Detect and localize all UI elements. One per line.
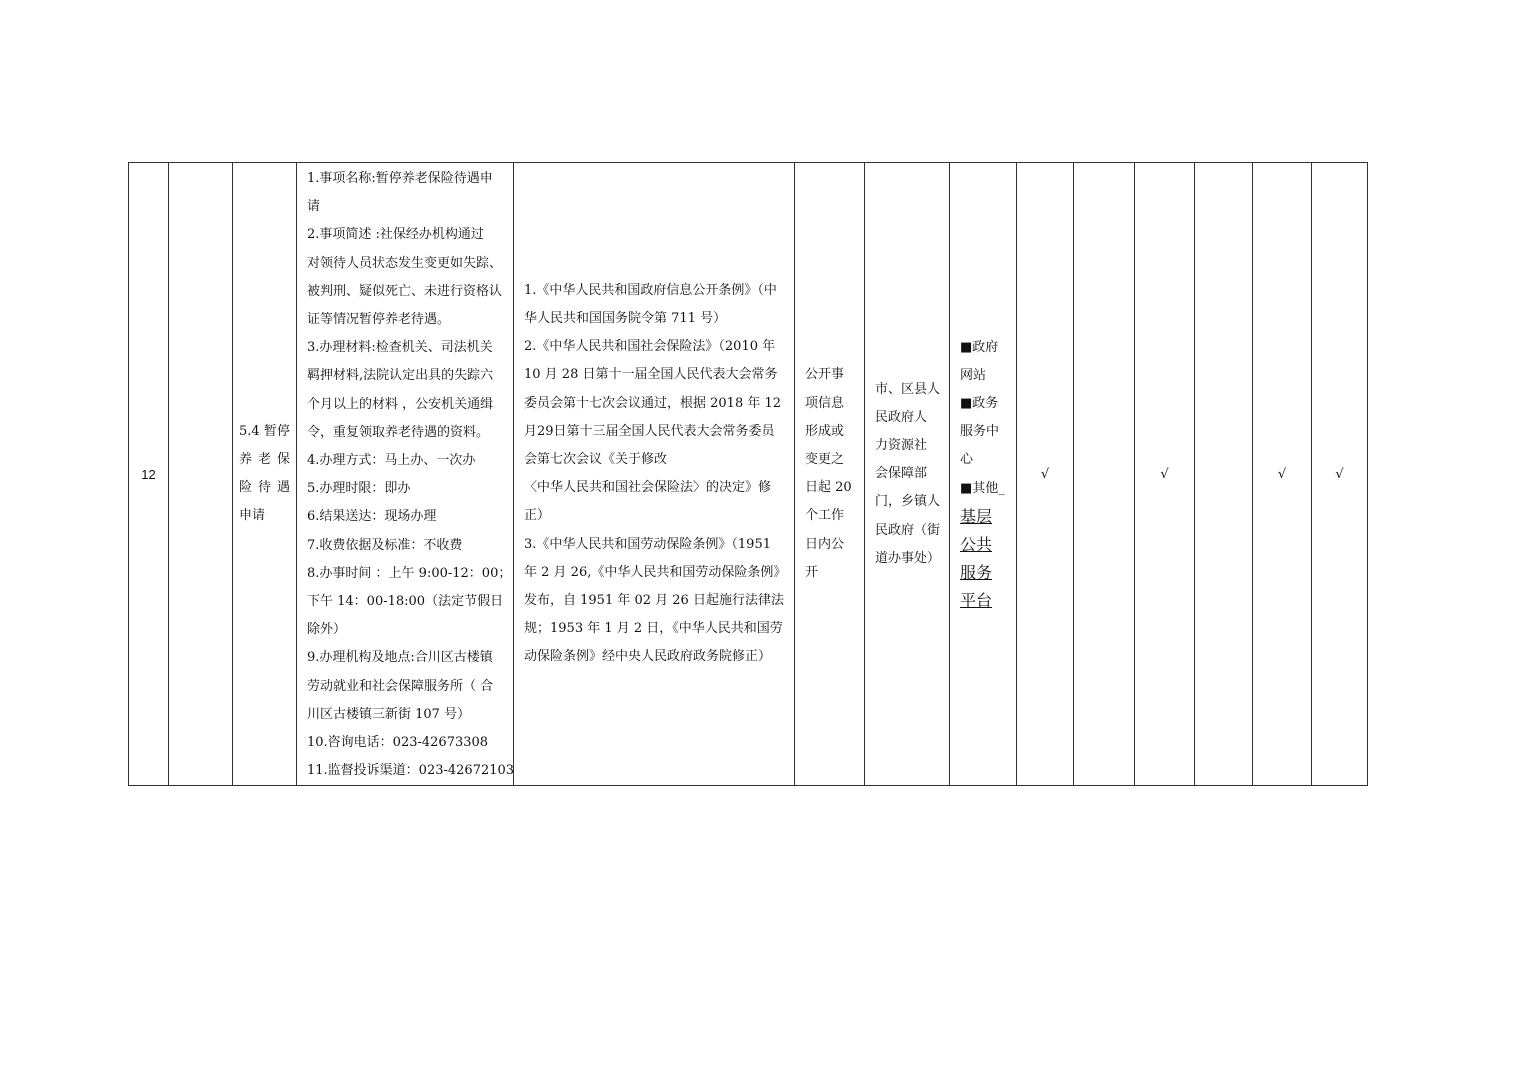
channel-line: ■政务 <box>960 396 999 412</box>
content-line: 3.办理材料:检查机关、司法机关 <box>307 340 493 356</box>
table-row <box>129 163 1368 786</box>
content-cell <box>297 163 514 786</box>
channel-other-line: 公共 <box>960 534 993 554</box>
basis-line: 10 月 28 日第十一届全国人民代表大会常务 <box>524 367 778 383</box>
content-line: 除外） <box>307 622 347 638</box>
subject-line: 力资源社 <box>875 437 928 453</box>
basis-line: 委员会第十七次会议通过，根据 2018 年 12 <box>524 395 782 411</box>
channel-other-line: 服务 <box>960 562 993 582</box>
subject-line: 民政府（街 <box>875 522 941 538</box>
content-line: 9.办理机构及地点:合川区古楼镇 <box>307 650 493 666</box>
basis-line: 会第七次会议《关于修改 <box>524 452 668 468</box>
row-number: 12 <box>129 163 169 786</box>
channel-line: ■政府 <box>960 339 999 355</box>
channel-other-line: 平台 <box>960 590 993 610</box>
content-line: 2.事项简述 :社保经办机构通过 <box>307 227 484 243</box>
content-line: 川区古楼镇三新街 107 号） <box>307 706 471 722</box>
channel-line: 心 <box>960 452 974 468</box>
content-line: 5.办理时限：即办 <box>307 481 411 497</box>
time-line: 日起 20 <box>805 480 852 496</box>
content-line: 令，重复领取养老待遇的资料。 <box>307 424 490 440</box>
time-line: 公开事 <box>805 367 845 383</box>
time-line: 形成或 <box>805 423 845 439</box>
time-line: 项信息 <box>805 395 845 411</box>
basis-line: 华人民共和国国务院令第 711 号） <box>524 311 727 327</box>
disclosure-subject-cell <box>865 163 950 786</box>
channel-other-line: 基层 <box>960 506 993 526</box>
content-line: 7.收费依据及标准：不收费 <box>307 537 463 553</box>
basis-line: 月29日第十三届全国人民代表大会常务委员 <box>524 423 775 439</box>
content-line: 4.办理方式：马上办、一次办 <box>307 453 476 469</box>
time-line: 个工作 <box>805 508 845 524</box>
channel-line: ■其他_ <box>960 480 1005 496</box>
check-mark: √ <box>1135 163 1195 786</box>
basis-line: 动保险条例》经中央人民政府政务院修正） <box>524 649 772 665</box>
subject-line: 民政府人 <box>875 409 928 425</box>
basis-line: 年 2 月 26,《中华人民共和国劳动保险条例》 <box>524 564 787 580</box>
content-line: 6.结果送达：现场办理 <box>307 509 437 525</box>
content-line: 11.监督投诉渠道：023-42672103 <box>307 763 515 779</box>
content-line: 对领待人员状态发生变更如失踪、 <box>307 255 503 271</box>
channel-line: 服务中 <box>960 424 1000 440</box>
time-line: 开 <box>805 564 819 580</box>
content-line: 8.办事时间 ：上午 9:00-12：00； <box>307 565 512 581</box>
content-line: 被判刑、疑似死亡、未进行资格认 <box>307 283 503 299</box>
content-line: 个月以上的材料 ，公安机关通缉 <box>307 396 494 412</box>
content-line: 请 <box>307 199 321 215</box>
category-cell <box>169 163 233 786</box>
subject-line: 道办事处） <box>875 550 941 566</box>
basis-line: 发布，自 1951 年 02 月 26 日起施行法律法 <box>524 593 784 609</box>
disclosure-channel-cell <box>950 163 1017 786</box>
subject-line: 门，乡镇人 <box>875 494 941 510</box>
basis-line: 1.《中华人民共和国政府信息公开条例》（中 <box>524 282 777 298</box>
basis-line: 规；1953 年 1 月 2 日，《中华人民共和国劳 <box>524 621 783 637</box>
content-line: 证等情况暂停养老待遇。 <box>307 312 451 328</box>
check-mark <box>1074 163 1135 786</box>
basis-line: 〈中华人民共和国社会保险法〉的决定》修 <box>524 480 772 496</box>
subject-line: 市、区县人 <box>875 381 941 397</box>
content-line: 10.咨询电话：023-42673308 <box>307 735 489 751</box>
legal-basis-cell <box>514 163 795 786</box>
content-line: 劳动就业和社会保障服务所（ 合 <box>307 678 494 694</box>
disclosure-table <box>128 162 1368 786</box>
check-mark: √ <box>1017 163 1074 786</box>
disclosure-time-cell <box>795 163 865 786</box>
content-line: 1.事项名称:暂停养老保险待遇申 <box>307 171 493 186</box>
content-line: 羁押材料,法院认定出具的失踪六 <box>307 368 494 384</box>
channel-line: 网站 <box>960 367 987 383</box>
basis-line: 2.《中华人民共和国社会保险法》（2010 年 <box>524 339 776 355</box>
check-mark: √ <box>1253 163 1312 786</box>
item-name-cell: 5.4 暂停养老保险待遇申请 <box>233 163 297 786</box>
content-line: 下午 14：00-18:00（法定节假日 <box>307 594 504 610</box>
check-mark <box>1195 163 1253 786</box>
time-line: 日内公 <box>805 536 845 552</box>
subject-line: 会保障部 <box>875 466 928 482</box>
basis-line: 3.《中华人民共和国劳动保险条例》（1951 <box>524 536 771 552</box>
check-mark: √ <box>1312 163 1368 786</box>
basis-line: 正） <box>524 508 551 524</box>
time-line: 变更之 <box>805 452 845 468</box>
